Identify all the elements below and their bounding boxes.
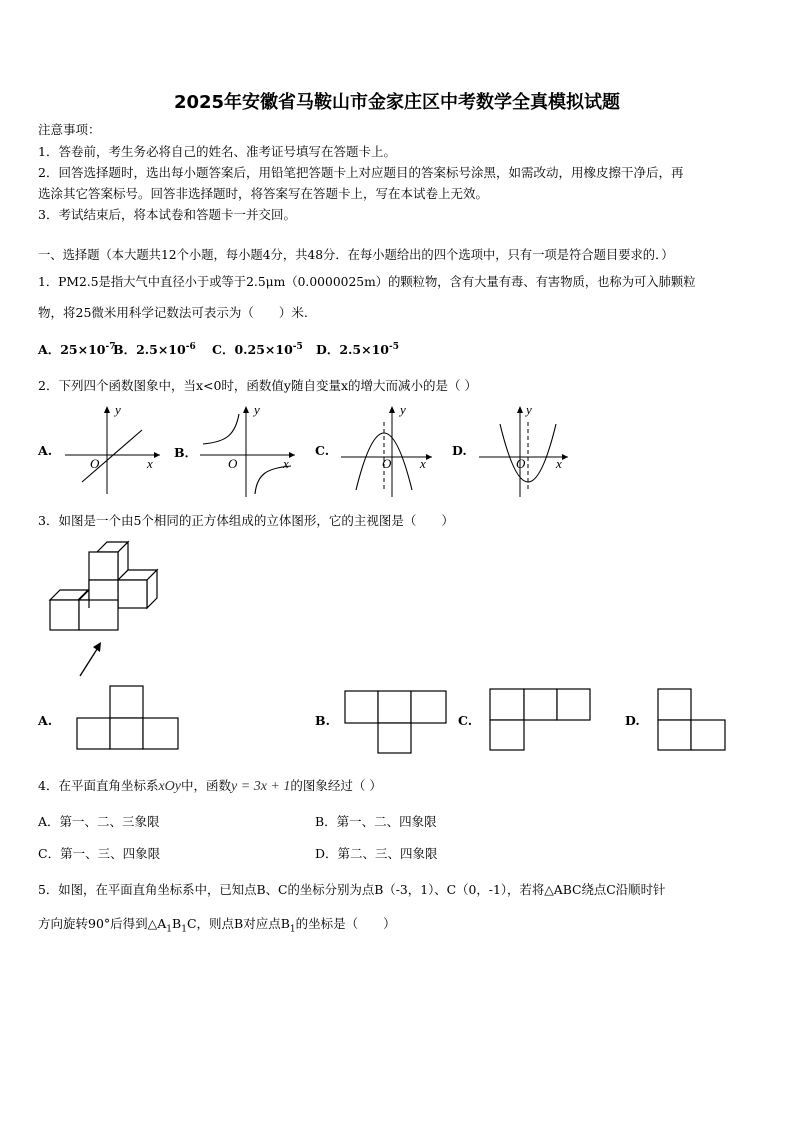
q1-option-a: A．$25\times 10^{-7}$: [38, 341, 116, 357]
arrow-head: [93, 642, 101, 652]
notice-item: 1．答卷前，考生务必将自己的姓名、准考证号填写在答题卡上。: [38, 144, 396, 159]
q2-graph-a: [60, 402, 170, 497]
notice-item: 2．回答选择题时，选出每小题答案后，用铅笔把答题卡上对应题目的答案标号涂黑，如需改动，用橡皮擦干净后，再: [38, 165, 684, 180]
q3-label-b: B.: [315, 713, 330, 728]
q3-option-d-view: [657, 687, 729, 753]
x-label: x: [420, 456, 426, 471]
page-title: 2025年安徽省马鞍山市金家庄区中考数学全真模拟试题: [173, 92, 621, 113]
q1-option-c: C．$0.25\times 10^{-5}$: [212, 341, 303, 357]
notice-heading: 注意事项：: [38, 122, 101, 137]
origin-label: O: [228, 456, 238, 471]
q5-stem-line2: 方向旋转90°后得到$\triangle A_1B_1C$，则点B对应点$B_1$的坐标是（ ）: [38, 916, 396, 935]
q2-label-c: C.: [315, 443, 330, 458]
origin-label: O: [382, 456, 392, 471]
cube-front-face: [79, 600, 118, 630]
q2-graph-c: [338, 402, 448, 497]
q3-label-a: A.: [38, 713, 53, 728]
view-direction-arrow: [80, 646, 99, 676]
q2-graph-b: [195, 402, 305, 497]
q3-cube-figure: [40, 538, 170, 683]
section-heading: 一、选择题（本大题共12个小题，每小题4分，共48分．在每小题给出的四个选项中，只有一项是符合题目要求的．）: [38, 248, 674, 262]
cube-front-face: [89, 552, 118, 580]
y-label: y: [115, 402, 121, 417]
x-label: x: [147, 456, 153, 471]
q1-stem-line1: 1．PM2.5是指大气中直径小于或等于2.5μm（0.0000025m）的颗粒物，含有大量有毒、有害物质，也称为可入肺颗粒: [38, 275, 696, 289]
notice-item: 3．考试结束后，将本试卷和答题卡一并交回。: [38, 207, 296, 222]
y-label: y: [254, 402, 260, 417]
hyperbola-left-branch: [203, 414, 239, 444]
x-label: x: [556, 456, 562, 471]
q3-option-c-view: [489, 687, 593, 753]
y-axis-arrow: [389, 406, 395, 413]
x-axis-arrow: [426, 454, 432, 460]
x-axis-arrow: [154, 452, 160, 458]
q4-var: xOy: [158, 779, 182, 794]
y-label: y: [400, 402, 406, 417]
q1-option-d: D．$2.5\times 10^{-5}$: [316, 341, 399, 357]
q1-option-b: B．$2.5\times 10^{-6}$: [113, 341, 196, 357]
q5-stem-line1: 5．如图，在平面直角坐标系中，已知点B、C的坐标分别为点B（-3，1）、C（0，-1），若将△ABC绕点C沿顺时针: [38, 882, 666, 897]
x-label: x: [283, 456, 289, 471]
y-label: y: [526, 402, 532, 417]
q2-label-d: D.: [452, 443, 467, 458]
q2-stem: 2．下列四个函数图象中，当x<0时，函数值y随自变量x的增大而减小的是（ ）: [38, 378, 478, 393]
q3-option-b-view: [344, 689, 448, 755]
q4-stem: 4．在平面直角坐标系xOy中，函数y = 3x + 1的图象经过（ ）: [38, 778, 382, 794]
q4-option-d: D．第二、三、四象限: [315, 846, 438, 861]
notice-item: 选涂其它答案标号。回答非选择题时，将答案写在答题卡上，写在本试卷上无效。: [38, 186, 489, 201]
y-axis-arrow: [104, 406, 110, 413]
q4-option-a: A．第一、二、三象限: [38, 814, 160, 829]
q2-graph-d: [476, 402, 586, 497]
cube-front-face: [50, 600, 79, 630]
q3-label-d: D.: [625, 713, 640, 728]
q3-option-a-view: [76, 684, 180, 750]
y-axis-arrow: [243, 406, 249, 413]
q3-stem: 3．如图是一个由5个相同的正方体组成的立体图形，它的主视图是（ ）: [38, 513, 454, 528]
x-axis-arrow: [562, 454, 568, 460]
origin-label: O: [90, 456, 100, 471]
q4-option-b: B．第一、二、四象限: [315, 814, 437, 829]
x-axis-arrow: [289, 452, 295, 458]
q4-function: y = 3x + 1: [231, 779, 291, 794]
cube-front-face: [118, 580, 147, 608]
q3-label-c: C.: [458, 713, 473, 728]
q1-stem-line2: 物，将25微米用科学记数法可表示为（ ）米.: [38, 305, 308, 320]
y-axis-arrow: [517, 406, 523, 413]
q2-label-b: B．: [174, 445, 198, 460]
q4-option-c: C．第一、三、四象限: [38, 846, 161, 861]
origin-label: O: [516, 456, 526, 471]
q2-label-a: A.: [38, 443, 53, 458]
